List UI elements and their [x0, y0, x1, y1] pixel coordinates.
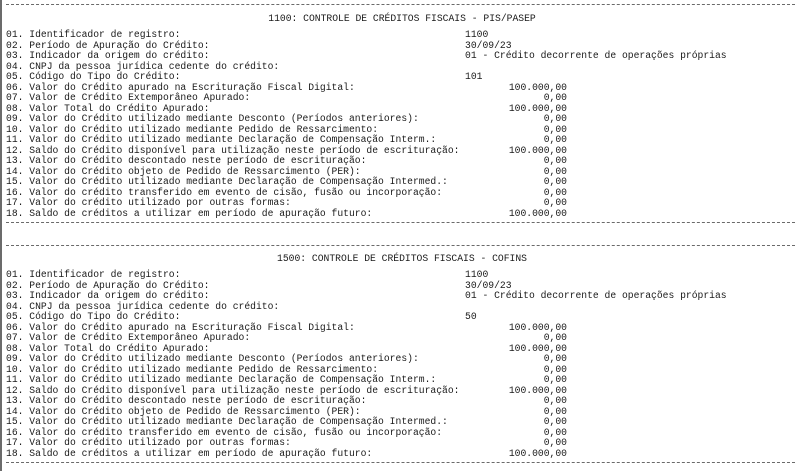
field-label: 16. Valor do crédito transferido em evento de cisão, fusão ou incorporação:	[6, 426, 443, 438]
field-value: 30/09/23	[465, 279, 512, 291]
field-label: 01. Identificador de registro:	[6, 269, 181, 280]
field-amount: 100.000,00	[508, 207, 567, 219]
field-label: 12. Saldo do Crédito disponível para utilização neste período de escrituração:	[6, 384, 460, 396]
field-label: 10. Valor do Crédito utilizado mediante Pedido de Ressarcimento:	[6, 123, 379, 135]
field-label: 05. Código do Tipo do Crédito:	[6, 71, 181, 82]
field-value: 01 - Crédito decorrente de operações próprias	[465, 50, 727, 61]
field-label: 14. Valor do Crédito objeto de Pedido de Ressarcimento (PER):	[6, 405, 361, 417]
field-label: 15. Valor do Crédito utilizado mediante Declaração de Compensação Intermed.:	[6, 416, 448, 427]
field-label: 09. Valor do Crédito utilizado mediante Desconto (Períodos anteriores):	[6, 353, 419, 364]
field-label: 13. Valor do Crédito descontado neste período de escrituração:	[6, 155, 367, 166]
field-label: 01. Identificador de registro:	[6, 29, 181, 40]
section-title-pis-pasep: 1100: CONTROLE DE CRÉDITOS FISCAIS - PIS/PASEP	[268, 13, 536, 24]
field-amount: 0,00	[543, 92, 567, 103]
field-amount: 0,00	[543, 426, 567, 438]
field-label: 04. CNPJ da pessoa jurídica cedente do crédito:	[6, 300, 280, 312]
field-value: 101	[465, 71, 483, 82]
field-label: 10. Valor do Crédito utilizado mediante Pedido de Ressarcimento:	[6, 363, 379, 375]
field-amount: 0,00	[543, 363, 567, 375]
field-label: 04. CNPJ da pessoa jurídica cedente do crédito:	[6, 60, 280, 72]
field-label: 05. Código do Tipo do Crédito:	[6, 311, 181, 322]
divider-bottom	[6, 222, 795, 223]
field-amount: 0,00	[543, 437, 567, 448]
field-amount: 0,00	[543, 134, 567, 145]
field-label: 08. Valor Total do Crédito Apurado:	[6, 342, 210, 354]
field-amount: 100.000,00	[508, 321, 567, 333]
field-label: 11. Valor do Crédito utilizado mediante Declaração de Compensação Interm.:	[6, 374, 437, 385]
field-amount: 0,00	[543, 405, 567, 417]
field-amount: 0,00	[543, 395, 567, 406]
field-amount: 0,00	[543, 186, 567, 198]
field-amount: 0,00	[543, 197, 567, 208]
field-label: 07. Valor de Crédito Extemporâneo Apurado:	[6, 332, 251, 343]
field-amount: 100.000,00	[508, 81, 567, 93]
field-value: 1100	[465, 29, 489, 40]
field-amount: 0,00	[543, 416, 567, 427]
field-label: 13. Valor do Crédito descontado neste período de escrituração:	[6, 395, 367, 406]
field-amount: 100.000,00	[508, 144, 567, 156]
field-amount: 100.000,00	[508, 384, 567, 396]
field-label: 18. Saldo de créditos a utilizar em período de apuração futuro:	[6, 447, 373, 459]
field-label: 17. Valor do crédito utilizado por outras formas:	[6, 437, 291, 448]
field-value: 50	[465, 311, 477, 322]
field-amount: 0,00	[543, 155, 567, 166]
field-label: 03. Indicador da origem do crédito:	[6, 50, 210, 61]
section-title-cofins: 1500: CONTROLE DE CRÉDITOS FISCAIS - COFINS	[277, 253, 527, 264]
divider-bottom	[6, 462, 795, 463]
divider-top	[6, 245, 795, 246]
field-amount: 100.000,00	[508, 102, 567, 114]
field-label: 16. Valor do crédito transferido em evento de cisão, fusão ou incorporação:	[6, 186, 443, 198]
field-label: 03. Indicador da origem do crédito:	[6, 290, 210, 301]
field-amount: 100.000,00	[508, 447, 567, 459]
field-amount: 0,00	[543, 165, 567, 177]
field-label: 09. Valor do Crédito utilizado mediante Desconto (Períodos anteriores):	[6, 113, 419, 124]
field-amount: 100.000,00	[508, 342, 567, 354]
field-label: 18. Saldo de créditos a utilizar em período de apuração futuro:	[6, 207, 373, 219]
field-label: 14. Valor do Crédito objeto de Pedido de Ressarcimento (PER):	[6, 165, 361, 177]
field-value: 01 - Crédito decorrente de operações próprias	[465, 290, 727, 301]
field-amount: 0,00	[543, 113, 567, 124]
field-label: 06. Valor do Crédito apurado na Escrituração Fiscal Digital:	[6, 81, 355, 93]
field-label: 06. Valor do Crédito apurado na Escrituração Fiscal Digital:	[6, 321, 355, 333]
field-label: 15. Valor do Crédito utilizado mediante Declaração de Compensação Intermed.:	[6, 176, 448, 187]
field-label: 08. Valor Total do Crédito Apurado:	[6, 102, 210, 114]
field-label: 02. Período de Apuração do Crédito:	[6, 39, 210, 51]
field-label: 07. Valor de Crédito Extemporâneo Apurado:	[6, 92, 251, 103]
field-label: 11. Valor do Crédito utilizado mediante Declaração de Compensação Interm.:	[6, 134, 437, 145]
field-label: 17. Valor do crédito utilizado por outras formas:	[6, 197, 291, 208]
field-value: 30/09/23	[465, 39, 512, 51]
field-amount: 0,00	[543, 374, 567, 385]
field-amount: 0,00	[543, 332, 567, 343]
field-amount: 0,00	[543, 353, 567, 364]
field-label: 12. Saldo do Crédito disponível para utilização neste período de escrituração:	[6, 144, 460, 156]
field-amount: 0,00	[543, 123, 567, 135]
divider-top	[6, 4, 795, 5]
field-label: 02. Período de Apuração do Crédito:	[6, 279, 210, 291]
field-amount: 0,00	[543, 176, 567, 187]
field-value: 1100	[465, 269, 489, 280]
